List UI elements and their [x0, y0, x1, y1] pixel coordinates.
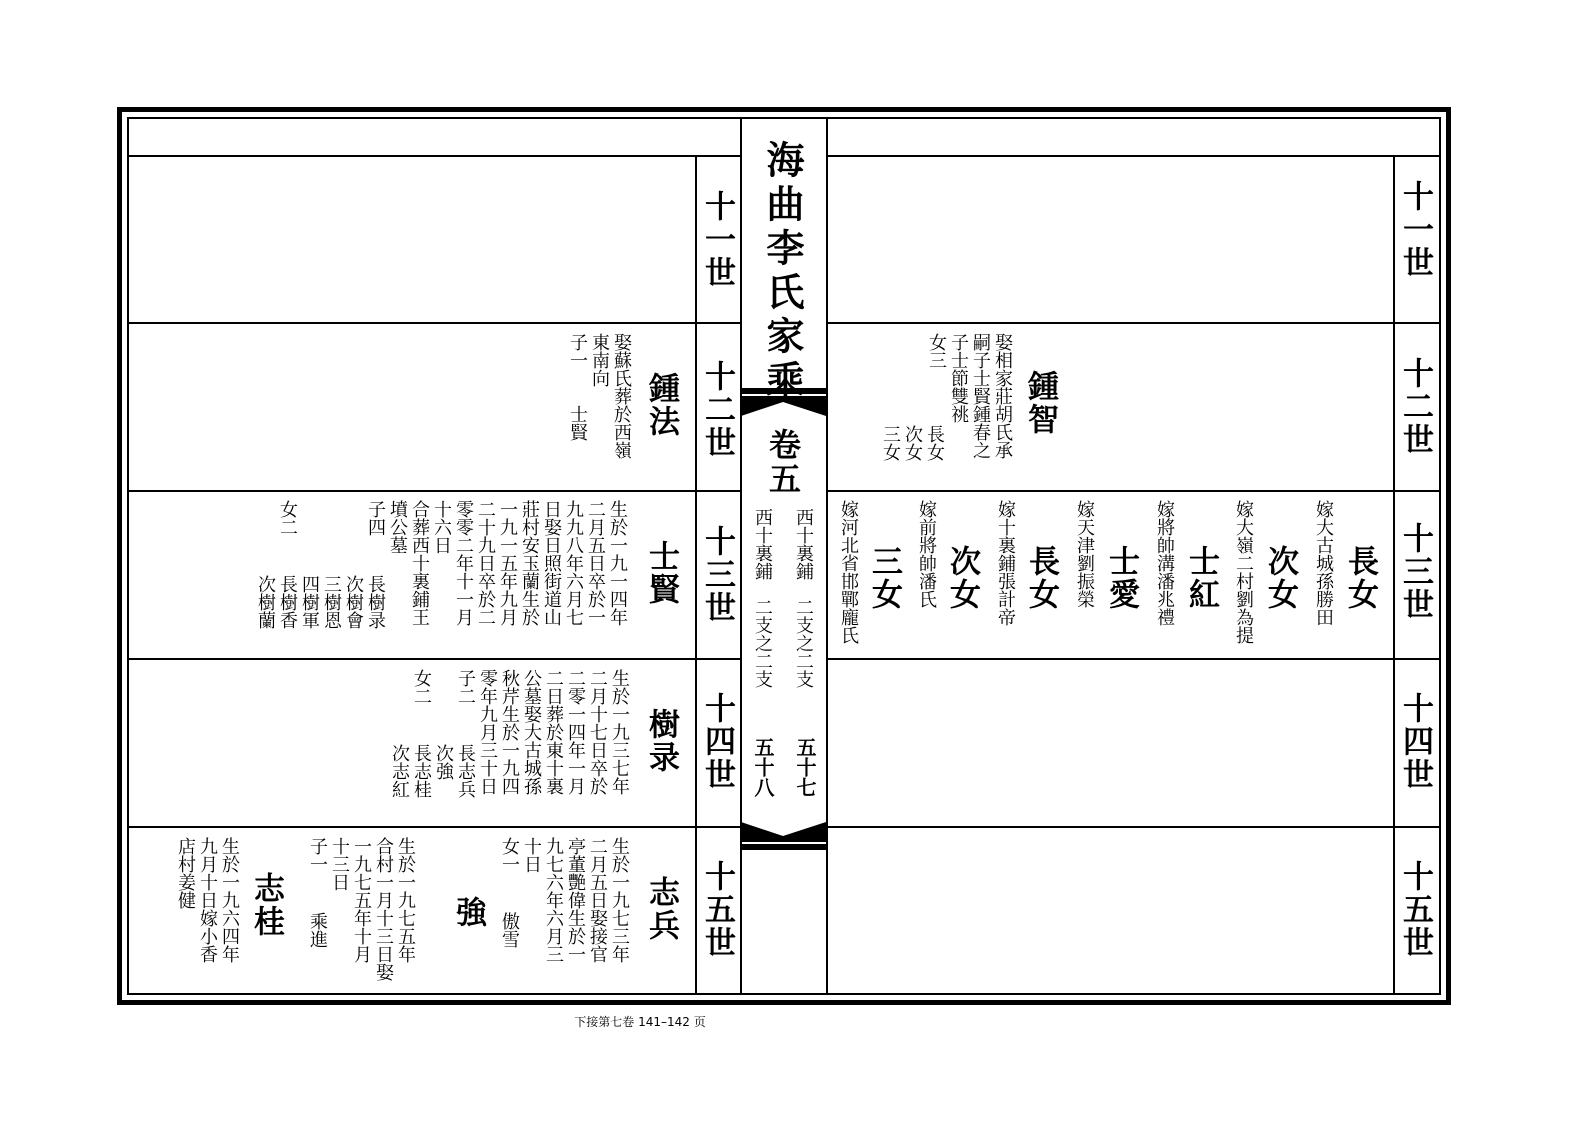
right-gen-label-15: 十五世: [1397, 860, 1433, 959]
left-gen-label-12: 十二世: [699, 360, 735, 459]
person-shixian-sons: 長樹录 次樹會 三樹恩 四樹軍: [299, 575, 386, 629]
person-shiai-elder-daughter-name: 長女: [1023, 545, 1059, 611]
spine-right-line: [826, 117, 828, 995]
right-gen-label-12: 十二世: [1397, 357, 1433, 456]
person-shulu-daughters-label: 女二: [411, 669, 432, 705]
spine-left-page-number: 五十八: [751, 737, 775, 797]
left-row-line-1: [127, 322, 740, 324]
person-elder-daughter-bio: 嫁大古城孫勝田: [1313, 500, 1334, 626]
person-zhibing-name: 志兵: [643, 876, 679, 942]
volume-label: 卷五: [764, 428, 802, 496]
person-qiang-name: 強: [450, 896, 486, 929]
person-zhongzhi-daughters: 長女 次女 三女: [880, 425, 945, 461]
person-zhongzhi-name: 鍾智: [1022, 370, 1058, 436]
person-zhongfa-bio: 娶蘇氏葬於西嶺 東南向 子一 士賢: [567, 333, 632, 459]
person-zhibing-bio: 生於一九七三年 二月五日娶接官 亭董艷偉生於一 九七六年六月三 十日 女一: [499, 837, 630, 963]
left-gen-label-13: 十三世: [699, 525, 735, 624]
spine-left-branch: 西十裏鋪 二支之二支: [752, 508, 773, 688]
person-shixian-bio: 生於一九一四年 二月五日卒於一 九九八年六月七 日娶日照街道山 莊村安玉蘭生於 一九一五年九月 二十九日卒於二 零零二年十一月 十六日 合葬西十裏鋪王 墳公墓 子四: [365, 500, 628, 626]
person-shihong-bio: 嫁將帥溝潘兆禮: [1154, 500, 1175, 626]
person-qiang-bio: 生於一九七五年 合村一月十三日娶 一九七五年十月 十三日 子一: [307, 837, 416, 981]
right-gen-label-11: 十一世: [1397, 180, 1433, 279]
person-shulu-sons: 長志兵 次強: [433, 744, 476, 798]
continuation-note: 下接第七卷 141–142 页: [574, 1015, 706, 1029]
person-zhongfa-name: 鍾法: [643, 372, 679, 438]
left-row-line-0: [127, 155, 740, 157]
person-shiai-name: 士愛: [1103, 545, 1139, 611]
right-gen-label-13: 十三世: [1397, 522, 1433, 621]
person-shixian-name: 士賢: [643, 540, 679, 606]
left-row-line-3: [127, 658, 740, 660]
right-row-line-1: [826, 322, 1439, 324]
spine-right-branch: 西十裏鋪 二支之二支: [793, 508, 814, 688]
person-shiai-bio: 嫁天津劉振榮: [1074, 500, 1095, 608]
spine-right-page-number: 五十七: [793, 737, 817, 797]
person-qiang-children: 乘進: [307, 912, 328, 948]
left-gen-label-15: 十五世: [699, 860, 735, 959]
right-gen-col-line-a: [1393, 155, 1395, 995]
right-row-line-2: [826, 490, 1439, 492]
left-gen-col-line-a: [695, 155, 697, 995]
person-shixian-daughters-label: 女二: [277, 500, 298, 536]
person-shiai-second-daughter-name: 次女: [944, 545, 980, 611]
book-title: 海曲李氏家乘: [760, 140, 805, 404]
person-shihong-name: 士紅: [1183, 545, 1219, 611]
spine-fishtail-bottom: [741, 820, 826, 850]
left-gen-label-11: 十一世: [699, 190, 735, 289]
person-zhibing-children: 傲雪: [499, 912, 520, 948]
right-row-line-3: [826, 658, 1439, 660]
right-row-line-4: [826, 826, 1439, 828]
person-shiai-second-daughter-bio: 嫁前將帥潘氏: [916, 500, 937, 608]
person-shulu-daughters: 長志桂 次志紅: [389, 744, 432, 798]
person-shixian-daughters: 長樹香 次樹蘭: [255, 575, 298, 629]
person-zhigui-bio: 生於一九六四年 九月十日嫁小香 店村姜健: [175, 837, 240, 963]
person-elder-daughter-name: 長女: [1342, 545, 1378, 611]
right-row-line-0: [826, 155, 1439, 157]
left-row-line-2: [127, 490, 740, 492]
person-shiai-third-daughter-name: 三女: [866, 545, 902, 611]
person-shulu-bio: 生於一九三七年 二月十七日卒於 二零一四年一月 二日葬於東十裏 公墓娶大古城孫 秋芹生於一九四 零年九月三十日 子二: [455, 669, 630, 795]
left-gen-label-14: 十四世: [699, 692, 735, 791]
person-second-daughter-name: 次女: [1262, 545, 1298, 611]
person-shiai-third-daughter-bio: 嫁河北省邯鄲龐氏: [838, 500, 859, 644]
person-zhongzhi-bio: 娶相家莊胡氏承 嗣子士賢鍾春之 子士節雙祧 女三: [926, 333, 1013, 459]
person-shiai-elder-daughter-bio: 嫁十裏鋪張計帝: [995, 500, 1016, 626]
person-second-daughter-bio: 嫁大嶺二村劉為提: [1233, 500, 1254, 644]
person-zhigui-name: 志桂: [248, 872, 284, 938]
right-gen-label-14: 十四世: [1397, 692, 1433, 791]
left-row-line-4: [127, 826, 740, 828]
spine-left-line: [740, 117, 742, 995]
person-shulu-name: 樹录: [643, 708, 679, 774]
